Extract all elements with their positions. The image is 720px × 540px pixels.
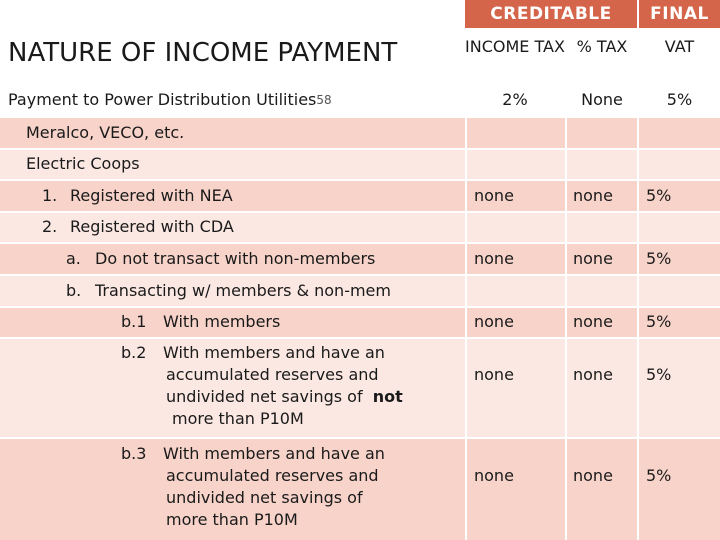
vat-value: 5% — [646, 312, 672, 331]
row-label: Do not transact with non-members — [95, 249, 376, 268]
income-tax-value: none — [474, 365, 514, 384]
table-row — [0, 439, 720, 540]
income-tax-column-header: INCOME TAX — [465, 37, 565, 56]
pct-tax-value: none — [573, 466, 613, 485]
vat-value: 5% — [646, 466, 672, 485]
creditable-header: CREDITABLE — [465, 0, 637, 28]
pct-tax-column-header: % TAX — [576, 37, 628, 56]
row-number: b.2 — [121, 343, 147, 362]
footnote-marker: 58 — [316, 93, 332, 107]
column-divider — [465, 118, 467, 540]
vat-value: 5% — [646, 365, 672, 384]
row-label-line: accumulated reserves and — [166, 365, 379, 384]
pct-tax-value: none — [573, 312, 613, 331]
row-number: b.1 — [121, 312, 147, 331]
row-number: b. — [66, 281, 82, 300]
row-label: With members — [163, 312, 281, 331]
table-row — [0, 88, 720, 116]
income-tax-value: none — [474, 466, 514, 485]
row-label-line: more than P10M — [172, 409, 304, 428]
vat-value: 5% — [666, 90, 693, 109]
row-label-line: accumulated reserves and — [166, 466, 379, 485]
row-number: a. — [66, 249, 81, 268]
income-tax-value: 2% — [502, 90, 528, 109]
row-number: b.3 — [121, 444, 147, 463]
row-label: Meralco, VECO, etc. — [26, 123, 185, 142]
pct-tax-value: none — [573, 186, 613, 205]
row-label-line: more than P10M — [166, 510, 298, 529]
row-number: 1. — [42, 186, 58, 205]
table-row — [0, 244, 720, 274]
page-title: NATURE OF INCOME PAYMENT — [8, 38, 398, 68]
row-label: Payment to Power Distribution Utilities$^{58}$ — [8, 90, 332, 109]
vat-column-header: VAT — [664, 37, 695, 56]
table-row — [0, 181, 720, 211]
table-row — [0, 276, 720, 306]
row-label-line: undivided net savings of not — [166, 387, 403, 406]
row-label-line: undivided net savings of — [166, 488, 363, 507]
income-tax-value: none — [474, 312, 514, 331]
row-label: Registered with CDA — [70, 217, 234, 236]
vat-value: 5% — [646, 249, 672, 268]
row-label: Transacting w/ members & non-mem — [95, 281, 391, 300]
income-tax-value: none — [474, 186, 514, 205]
column-divider — [637, 118, 639, 540]
vat-value: 5% — [646, 186, 672, 205]
table-row — [0, 213, 720, 242]
column-divider — [565, 118, 567, 540]
pct-tax-value: none — [573, 249, 613, 268]
pct-tax-value: None — [581, 90, 623, 109]
row-label-line: With members and have an — [163, 343, 385, 362]
table-row — [0, 339, 720, 437]
row-number: 2. — [42, 217, 58, 236]
emphasis-not: not — [372, 387, 403, 406]
pct-tax-value: none — [573, 365, 613, 384]
table-row — [0, 118, 720, 148]
table-row — [0, 308, 720, 337]
row-label: Electric Coops — [26, 154, 140, 173]
final-header: FINAL — [639, 0, 720, 28]
row-label-line: With members and have an — [163, 444, 385, 463]
income-tax-value: none — [474, 249, 514, 268]
table-row — [0, 150, 720, 179]
row-label: Registered with NEA — [70, 186, 233, 205]
